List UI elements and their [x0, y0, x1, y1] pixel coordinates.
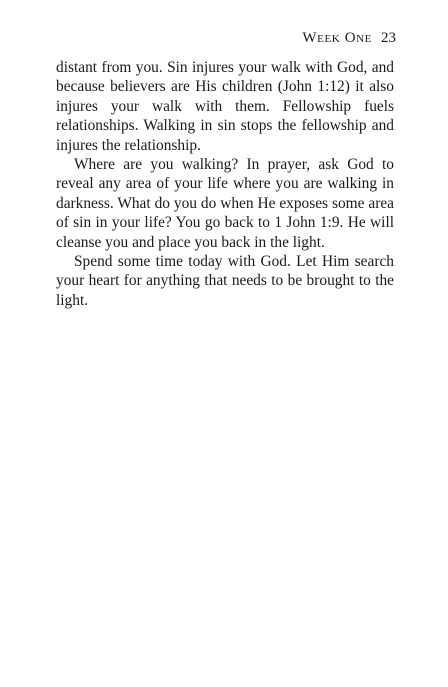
body-text [56, 58, 394, 310]
page-number: 23 [381, 30, 396, 46]
section-title: Week One [302, 30, 372, 46]
paragraph: Spend some time today with God. Let Him search your heart for anything that needs to be brought to the light. [56, 253, 394, 309]
paragraph: Where are you walking? In prayer, ask God to reveal any area of your life where you are walking in darkness. What do you do when He exposes some area of sin in your life? You go back to 1 John 1:9. He will cleanse you and place you back in the light. [56, 156, 394, 251]
running-header [302, 29, 396, 47]
paragraph-continuation: distant from you. Sin injures your walk with God, and because believers are His children (John 1:12) it also injures your walk with them. Fellowship fuels relationships. Walking in sin stops the fellowship and injures the relationship. [56, 59, 394, 154]
